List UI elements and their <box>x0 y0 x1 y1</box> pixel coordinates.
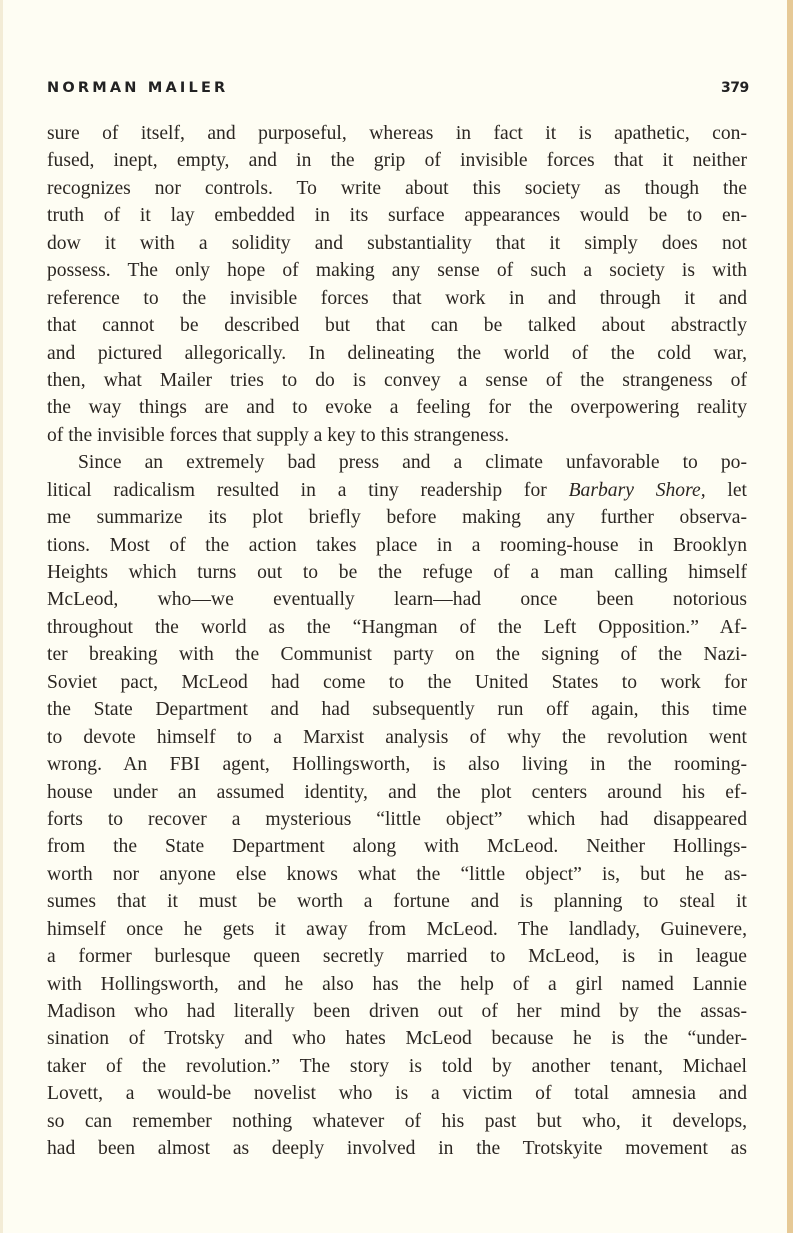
text-line: so can remember nothing whatever of his past but who, it develops, <box>47 1110 747 1132</box>
page-right-edge <box>787 0 793 1233</box>
text-line: a former burlesque queen secretly married to McLeod, is in league <box>47 946 747 968</box>
text-line: to devote himself to a Marxist analysis of why the revolution went <box>47 726 747 748</box>
text-line: fused, inept, empty, and in the grip of invisible forces that it neither <box>47 150 747 172</box>
text-line: recognizes nor controls. To write about this society as though the <box>47 177 747 199</box>
text-line: Lovett, a would-be novelist who is a victim of total amnesia and <box>47 1083 747 1105</box>
text-line: Madison who had literally been driven out of her mind by the assas- <box>47 1001 747 1022</box>
text-line: sumes that it must be worth a fortune and is planning to steal it <box>47 891 747 913</box>
text-line: tions. Most of the action takes place in a rooming-house in Brooklyn <box>47 534 747 556</box>
text-line: taker of the revolution.” The story is told by another tenant, Michael <box>47 1055 747 1077</box>
text-line: the way things are and to evoke a feeling for the overpowering reality <box>47 397 747 419</box>
text-line: reference to the invisible forces that work in and through it and <box>47 287 747 309</box>
text-line: and pictured allegorically. In delineating the world of the cold war, <box>47 342 747 364</box>
text-line: then, what Mailer tries to do is convey a sense of the strangeness of <box>47 369 747 391</box>
text-line: forts to recover a mysterious “little object” which had disappeared <box>47 808 747 830</box>
running-head: NORMAN MAILER <box>47 80 229 96</box>
text-line: with Hollingsworth, and he also has the help of a girl named Lannie <box>47 973 747 995</box>
text-line: that cannot be described but that can be talked about abstractly <box>47 315 747 337</box>
text-segment: litical radicalism resulted in a tiny readership for <box>47 479 569 501</box>
text-line: worth nor anyone else knows what the “little object” is, but he as- <box>47 863 747 885</box>
text-line: Since an extremely bad press and a climate unfavorable to po- <box>78 452 747 474</box>
text-line: Soviet pact, McLeod had come to the United States to work for <box>47 671 747 693</box>
text-line: himself once he gets it away from McLeod. The landlady, Guinevere, <box>47 918 747 940</box>
text-line: ter breaking with the Communist party on the signing of the Nazi- <box>47 644 747 666</box>
text-line: wrong. An FBI agent, Hollingsworth, is also living in the rooming- <box>47 754 747 776</box>
text-line: of the invisible forces that supply a key to this strangeness. <box>47 424 509 446</box>
text-line: the State Department and had subsequently run off again, this time <box>47 699 747 721</box>
text-line: possess. The only hope of making any sense of such a society is with <box>47 260 747 282</box>
text-segment: let <box>705 479 747 501</box>
text-line: truth of it lay embedded in its surface appearances would be to en- <box>47 205 747 227</box>
page-left-edge <box>0 0 3 1233</box>
text-line: sination of Trotsky and who hates McLeod because he is the “under- <box>47 1028 747 1050</box>
text-line: throughout the world as the “Hangman of the Left Opposition.” Af- <box>47 616 747 638</box>
body-text <box>47 120 747 1163</box>
text-line: me summarize its plot briefly before making any further observa- <box>47 507 747 529</box>
text-line: house under an assumed identity, and the plot centers around his ef- <box>47 781 747 803</box>
text-line: had been almost as deeply involved in the Trotskyite movement as <box>47 1138 747 1160</box>
text-line: Heights which turns out to be the refuge of a man calling himself <box>47 562 747 583</box>
text-line: sure of itself, and purposeful, whereas in fact it is apathetic, con- <box>47 123 747 144</box>
text-line <box>47 477 747 504</box>
text-line: dow it with a solidity and substantiality that it simply does not <box>47 232 747 254</box>
text-line: from the State Department along with McLeod. Neither Hollings- <box>47 836 747 858</box>
book-title: Barbary Shore, <box>568 479 706 501</box>
text-line: McLeod, who—we eventually learn—had once been notorious <box>47 589 747 611</box>
page-number: 379 <box>721 80 749 96</box>
